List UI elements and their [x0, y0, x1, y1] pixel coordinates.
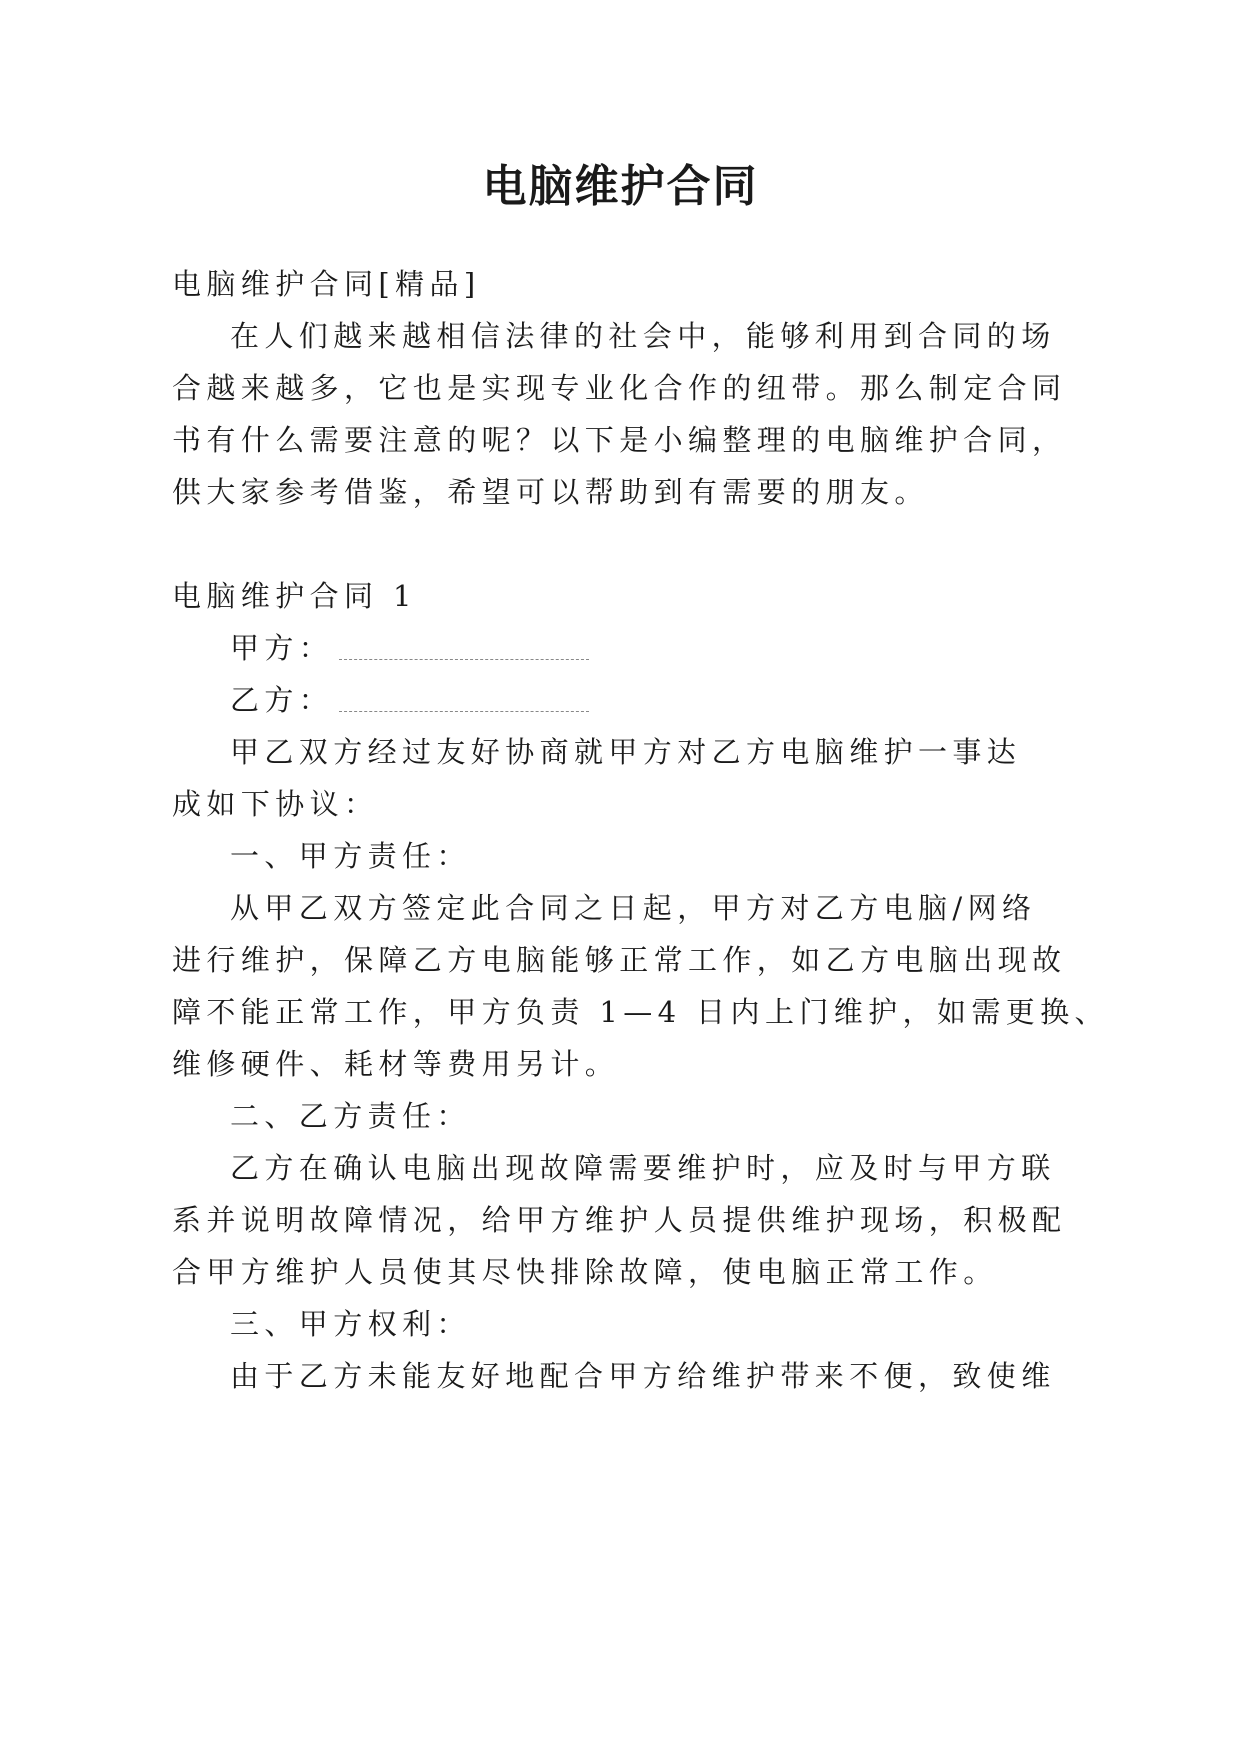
- party-a-blank: [339, 637, 589, 660]
- intro-line-3: 书有什么需要注意的呢？以下是小编整理的电脑维护合同，: [172, 423, 1067, 457]
- preamble-line-1: 甲乙双方经过友好协商就甲方对乙方电脑维护一事达: [230, 735, 1022, 769]
- preamble-line-2: 成如下协议：: [172, 787, 379, 821]
- clause1-line-3: 障不能正常工作，甲方负责 1—4 日内上门维护，如需更换、: [172, 995, 1109, 1029]
- party-b-blank: [339, 689, 589, 712]
- party-a-label: 甲方：: [230, 631, 334, 665]
- clause1-line-1: 从甲乙双方签定此合同之日起，甲方对乙方电脑/网络: [230, 891, 1037, 925]
- intro-line-4: 供大家参考借鉴，希望可以帮助到有需要的朋友。: [172, 475, 929, 509]
- clause1-line-2: 进行维护，保障乙方电脑能够正常工作，如乙方电脑出现故: [172, 943, 1067, 977]
- party-a-line: [230, 631, 589, 665]
- intro-line-2: 合越来越多，它也是实现专业化合作的纽带。那么制定合同: [172, 371, 1067, 405]
- clause1-line-4: 维修硬件、耗材等费用另计。: [172, 1047, 620, 1081]
- party-b-label: 乙方：: [230, 683, 334, 717]
- party-b-line: [230, 683, 589, 717]
- document-subtitle: 电脑维护合同[精品]: [172, 267, 481, 301]
- clause2-heading: 二、乙方责任：: [230, 1099, 471, 1133]
- intro-line-1: 在人们越来越相信法律的社会中，能够利用到合同的场: [230, 319, 1056, 353]
- clause3-line-1: 由于乙方未能友好地配合甲方给维护带来不便，致使维: [230, 1359, 1056, 1393]
- clause2-line-3: 合甲方维护人员使其尽快排除故障，使电脑正常工作。: [172, 1255, 998, 1289]
- clause2-line-1: 乙方在确认电脑出现故障需要维护时，应及时与甲方联: [230, 1151, 1056, 1185]
- clause1-heading: 一、甲方责任：: [230, 839, 471, 873]
- document-title: 电脑维护合同: [482, 161, 759, 212]
- section-heading: 电脑维护合同 1: [172, 579, 417, 613]
- clause3-heading: 三、甲方权利：: [230, 1307, 471, 1341]
- clause2-line-2: 系并说明故障情况，给甲方维护人员提供维护现场，积极配: [172, 1203, 1067, 1237]
